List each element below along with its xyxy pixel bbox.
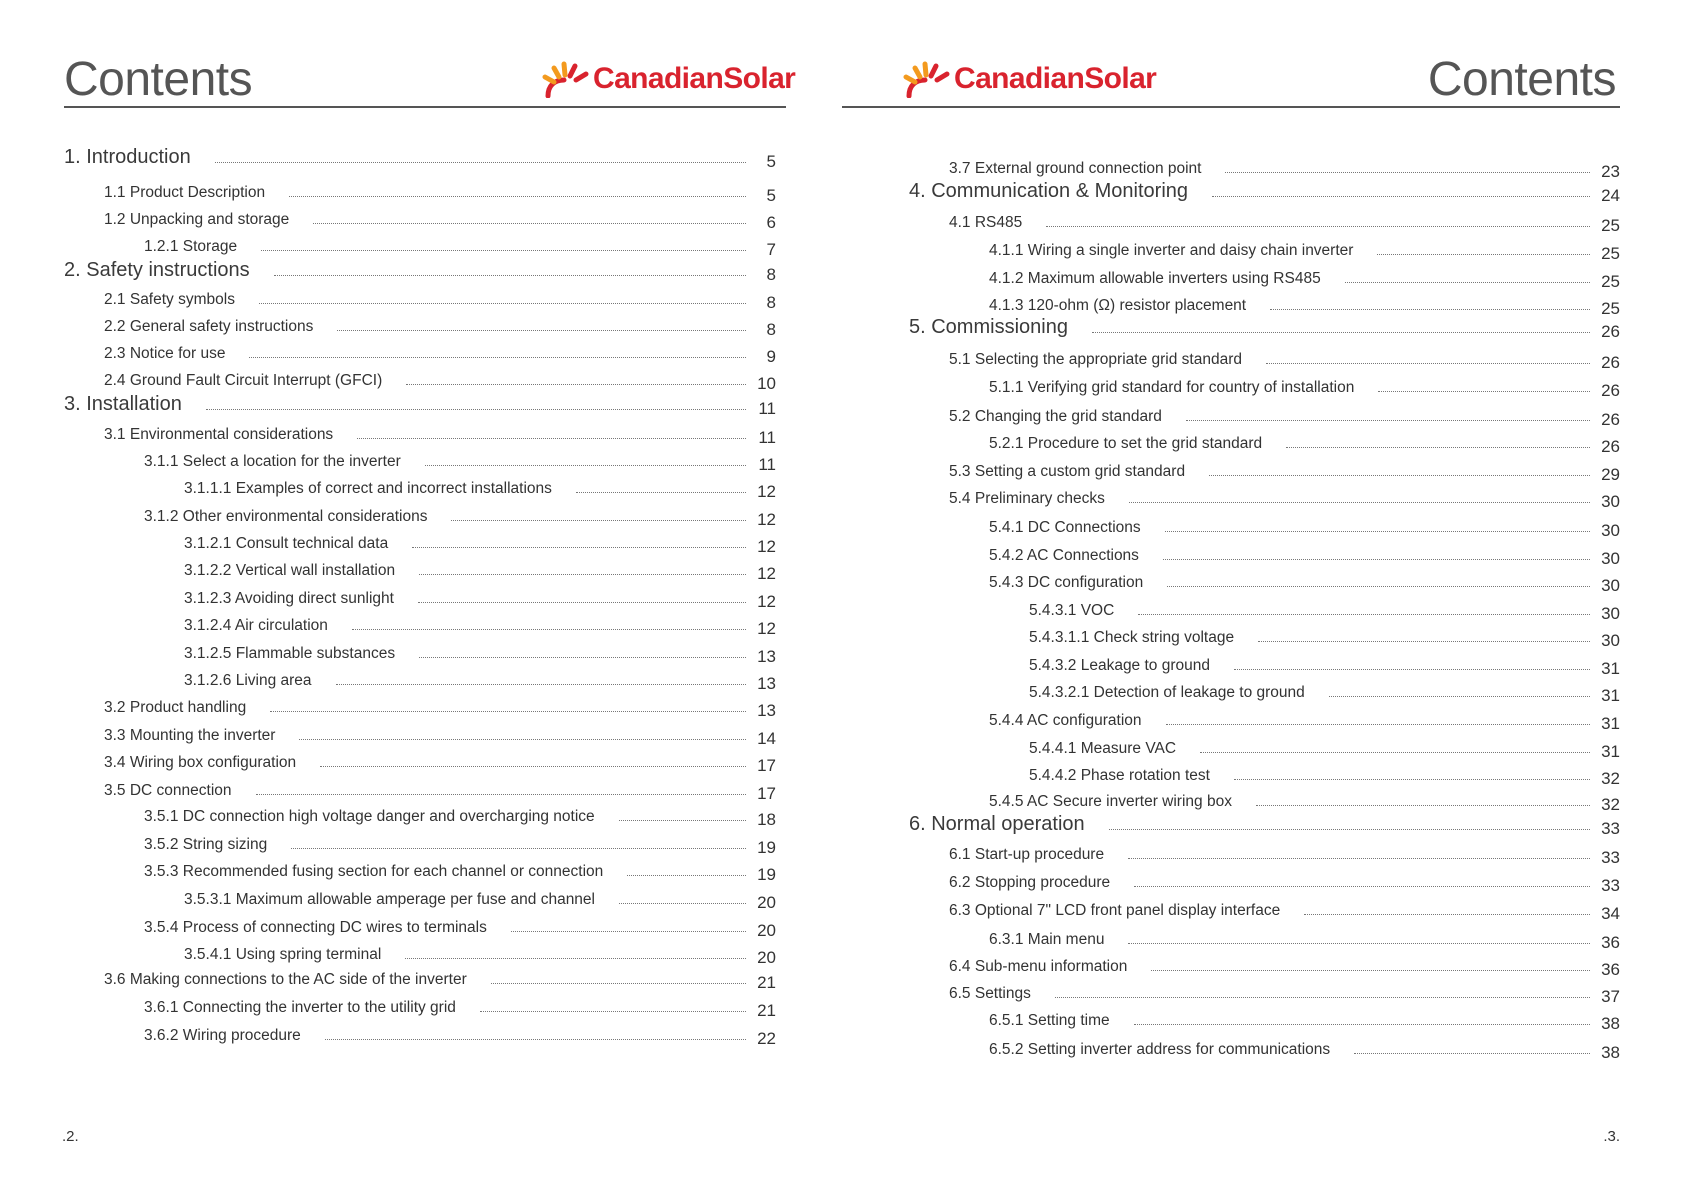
toc-entry-title: 3.5.3 Recommended fusing section for each channel or connection <box>144 863 604 880</box>
toc-entry[interactable] <box>144 995 776 1020</box>
toc-entry[interactable] <box>104 207 776 232</box>
toc-entry-title: 3.5.4 Process of connecting DC wires to terminals <box>144 919 487 936</box>
brand-name: CanadianSolar <box>954 62 1157 95</box>
toc-entry[interactable] <box>949 459 1620 484</box>
toc-entry[interactable] <box>64 259 776 284</box>
dot-leader <box>419 574 746 575</box>
toc-entry-page: 9 <box>766 347 776 366</box>
toc-entry[interactable] <box>104 967 776 992</box>
toc-entry-page: 12 <box>757 592 776 611</box>
toc-entry[interactable] <box>1029 625 1620 650</box>
toc-entry-page: 32 <box>1601 769 1620 788</box>
toc-entry[interactable] <box>949 898 1620 923</box>
toc-entry-page: 7 <box>766 240 776 259</box>
toc-entry-title: 5.3 Setting a custom grid standard <box>949 463 1186 480</box>
toc-entry-title: 3. Installation <box>64 393 182 415</box>
dot-leader <box>1234 669 1590 670</box>
toc-entry-title: 3.4 Wiring box configuration <box>104 754 297 771</box>
toc-entry-title: 3.1.2.2 Vertical wall installation <box>184 562 396 579</box>
toc-entry-page: 32 <box>1601 795 1620 814</box>
dot-leader <box>1256 805 1590 806</box>
toc-entry[interactable] <box>104 314 776 339</box>
toc-entry[interactable] <box>1029 680 1620 705</box>
toc-entry-title: 4.1.1 Wiring a single inverter and daisy chain inverter <box>989 242 1354 259</box>
dot-leader <box>405 958 746 959</box>
toc-entry-page: 18 <box>757 810 776 829</box>
toc-entry-title: 6.5.1 Setting time <box>989 1012 1110 1029</box>
toc-entry-title: 3.6.1 Connecting the inverter to the utility grid <box>144 999 456 1016</box>
toc-entry-page: 24 <box>1601 186 1620 205</box>
dot-leader <box>1286 447 1590 448</box>
toc-entry-page: 36 <box>1601 960 1620 979</box>
toc-entry[interactable] <box>144 504 776 529</box>
dot-leader <box>1234 779 1590 780</box>
page-number: .2. <box>62 1128 79 1145</box>
toc-entry-page: 25 <box>1601 299 1620 318</box>
toc-entry-title: 6.3.1 Main menu <box>989 931 1105 948</box>
toc-entry-page: 30 <box>1601 576 1620 595</box>
toc-entry-title: 6.5 Settings <box>949 985 1031 1002</box>
toc-entry[interactable] <box>989 708 1620 733</box>
toc-entry-page: 12 <box>757 510 776 529</box>
toc-entry-title: 3.5.3.1 Maximum allowable amperage per fuse and channel <box>184 891 595 908</box>
toc-entry-title: 3.1.2.4 Air circulation <box>184 617 328 634</box>
toc-entry-page: 30 <box>1601 549 1620 568</box>
toc-entry-page: 26 <box>1601 381 1620 400</box>
toc-entry-title: 2. Safety instructions <box>64 259 250 281</box>
toc-entry-title: 5.4.3.1.1 Check string voltage <box>1029 629 1235 646</box>
toc-entry-page: 34 <box>1601 904 1620 923</box>
dot-leader <box>289 196 746 197</box>
toc-entry-page: 20 <box>757 921 776 940</box>
dot-leader <box>1186 420 1590 421</box>
toc-entry-page: 31 <box>1601 659 1620 678</box>
toc-entry-title: 1. Introduction <box>64 146 191 168</box>
toc-entry-title: 6. Normal operation <box>909 813 1085 835</box>
toc-entry[interactable] <box>949 486 1620 511</box>
toc-entry[interactable] <box>64 393 776 418</box>
toc-entry[interactable] <box>104 695 776 720</box>
toc-entry[interactable] <box>104 778 776 803</box>
dot-leader <box>451 520 746 521</box>
toc-entry-title: 3.1.1 Select a location for the inverter <box>144 453 401 470</box>
toc-entry-title: 2.3 Notice for use <box>104 345 226 362</box>
toc-entry-page: 30 <box>1601 604 1620 623</box>
dot-leader <box>491 983 746 984</box>
toc-entry-page: 11 <box>758 428 776 447</box>
dot-leader <box>418 602 746 603</box>
dot-leader <box>1129 502 1590 503</box>
toc-entry-title: 3.1 Environmental considerations <box>104 426 334 443</box>
toc-entry[interactable] <box>184 613 776 638</box>
toc-entry[interactable] <box>184 476 776 501</box>
toc-entry-page: 12 <box>757 482 776 501</box>
dot-leader <box>1377 254 1590 255</box>
toc-entry-title: 3.1.1.1 Examples of correct and incorrect installations <box>184 480 552 497</box>
dot-leader <box>1266 363 1590 364</box>
toc-entry[interactable] <box>144 859 776 884</box>
toc-entry[interactable] <box>989 543 1620 568</box>
toc-entry-title: 4.1.3 120-ohm (Ω) resistor placement <box>989 297 1247 314</box>
toc-entry-title: 5.4.3 DC configuration <box>989 574 1144 591</box>
toc-entry-title: 3.5.2 String sizing <box>144 836 268 853</box>
dot-leader <box>480 1011 746 1012</box>
toc-entry-page: 17 <box>757 756 776 775</box>
dot-leader <box>1345 282 1590 283</box>
dot-leader <box>511 931 746 932</box>
toc-entry[interactable] <box>949 954 1620 979</box>
table-of-contents-right <box>842 0 1684 1189</box>
toc-entry-title: 6.3 Optional 7" LCD front panel display interface <box>949 902 1281 919</box>
dot-leader <box>1378 391 1590 392</box>
toc-entry-title: 5.4.3.2 Leakage to ground <box>1029 657 1210 674</box>
toc-entry-page: 37 <box>1601 987 1620 1006</box>
dot-leader <box>1329 696 1590 697</box>
dot-leader <box>336 684 746 685</box>
toc-entry-page: 11 <box>758 399 776 418</box>
dot-leader <box>249 357 746 358</box>
toc-entry[interactable] <box>104 723 776 748</box>
toc-entry-page: 26 <box>1601 353 1620 372</box>
toc-entry[interactable] <box>949 404 1620 429</box>
dot-leader <box>313 223 746 224</box>
toc-entry[interactable] <box>989 431 1620 456</box>
toc-entry[interactable] <box>104 422 776 447</box>
toc-entry-title: 3.1.2.3 Avoiding direct sunlight <box>184 590 394 607</box>
toc-entry-page: 33 <box>1601 876 1620 895</box>
toc-entry-page: 12 <box>757 537 776 556</box>
toc-entry-page: 25 <box>1601 272 1620 291</box>
toc-entry-title: 5. Commissioning <box>909 316 1068 338</box>
toc-entry-title: 1.1 Product Description <box>104 184 266 201</box>
toc-entry-page: 38 <box>1601 1014 1620 1033</box>
dot-leader <box>1200 752 1590 753</box>
toc-entry-title: 1.2 Unpacking and storage <box>104 211 290 228</box>
dot-leader <box>1163 559 1590 560</box>
toc-entry-title: 5.4.2 AC Connections <box>989 547 1139 564</box>
toc-entry-page: 6 <box>766 213 776 232</box>
toc-entry-page: 21 <box>757 1001 776 1020</box>
toc-entry[interactable] <box>989 515 1620 540</box>
dot-leader <box>412 547 746 548</box>
toc-entry-title: 3.1.2.1 Consult technical data <box>184 535 389 552</box>
toc-entry-page: 38 <box>1601 1043 1620 1062</box>
dot-leader <box>1167 586 1590 587</box>
toc-entry[interactable] <box>144 804 776 829</box>
toc-entry-page: 26 <box>1601 410 1620 429</box>
toc-entry[interactable] <box>1029 598 1620 623</box>
toc-entry[interactable] <box>949 842 1620 867</box>
dot-leader <box>1055 997 1590 998</box>
toc-entry-page: 8 <box>766 320 776 339</box>
toc-entry[interactable] <box>989 789 1620 814</box>
toc-entry[interactable] <box>144 234 776 259</box>
toc-entry[interactable] <box>989 1008 1620 1033</box>
toc-entry[interactable] <box>949 870 1620 895</box>
toc-entry-page: 8 <box>766 293 776 312</box>
toc-entry-title: 6.1 Start-up procedure <box>949 846 1105 863</box>
dot-leader <box>419 657 746 658</box>
toc-entry-title: 3.3 Mounting the inverter <box>104 727 276 744</box>
toc-entry-page: 19 <box>757 865 776 884</box>
toc-entry-page: 12 <box>757 564 776 583</box>
page-title: Contents <box>1427 53 1616 106</box>
dot-leader <box>325 1039 746 1040</box>
toc-entry-title: 5.2 Changing the grid standard <box>949 408 1162 425</box>
toc-entry-page: 14 <box>757 729 776 748</box>
dot-leader <box>425 465 746 466</box>
dot-leader <box>406 384 746 385</box>
toc-entry-title: 3.1.2.6 Living area <box>184 672 312 689</box>
dot-leader <box>1212 196 1590 197</box>
toc-entry-page: 12 <box>757 619 776 638</box>
toc-entry-title: 2.2 General safety instructions <box>104 318 314 335</box>
toc-entry-page: 20 <box>757 948 776 967</box>
brand-name: CanadianSolar <box>593 62 796 95</box>
toc-entry[interactable] <box>64 146 776 171</box>
toc-entry[interactable] <box>1029 763 1620 788</box>
dot-leader <box>337 330 746 331</box>
page-title: Contents <box>64 53 253 106</box>
toc-entry-title: 5.1 Selecting the appropriate grid standard <box>949 351 1242 368</box>
toc-entry-title: 5.1.1 Verifying grid standard for country of installation <box>989 379 1355 396</box>
toc-entry-page: 25 <box>1601 216 1620 235</box>
toc-entry-title: 1.2.1 Storage <box>144 238 238 255</box>
dot-leader <box>1165 531 1590 532</box>
toc-entry-page: 13 <box>757 701 776 720</box>
toc-entry-title: 2.4 Ground Fault Circuit Interrupt (GFCI) <box>104 372 383 389</box>
toc-entry-title: 6.4 Sub-menu information <box>949 958 1128 975</box>
toc-entry[interactable] <box>184 531 776 556</box>
dot-leader <box>576 492 746 493</box>
toc-entry-title: 5.4.4 AC configuration <box>989 712 1142 729</box>
dot-leader <box>1270 309 1590 310</box>
dot-leader <box>215 162 746 163</box>
toc-entry-page: 8 <box>766 265 776 284</box>
dot-leader <box>1109 829 1590 830</box>
toc-entry-page: 30 <box>1601 631 1620 650</box>
toc-entry-page: 30 <box>1601 492 1620 511</box>
dot-leader <box>1128 858 1590 859</box>
toc-entry[interactable] <box>144 1023 776 1048</box>
toc-entry-page: 33 <box>1601 848 1620 867</box>
toc-entry-title: 6.2 Stopping procedure <box>949 874 1111 891</box>
toc-entry-page: 31 <box>1601 742 1620 761</box>
toc-entry-page: 25 <box>1601 244 1620 263</box>
toc-entry[interactable] <box>909 180 1620 205</box>
toc-entry-title: 5.2.1 Procedure to set the grid standard <box>989 435 1263 452</box>
toc-entry[interactable] <box>104 287 776 312</box>
toc-entry-title: 5.4.3.2.1 Detection of leakage to ground <box>1029 684 1305 701</box>
toc-entry-title: 3.7 External ground connection point <box>949 160 1202 177</box>
toc-entry[interactable] <box>184 558 776 583</box>
dot-leader <box>1151 970 1590 971</box>
toc-entry-title: 5.4.4.2 Phase rotation test <box>1029 767 1210 784</box>
toc-entry-title: 2.1 Safety symbols <box>104 291 235 308</box>
toc-entry-page: 11 <box>758 455 776 474</box>
dot-leader <box>627 875 746 876</box>
dot-leader <box>261 250 746 251</box>
toc-entry-title: 3.1.2 Other environmental considerations <box>144 508 428 525</box>
toc-entry-title: 4. Communication & Monitoring <box>909 180 1189 202</box>
toc-entry-page: 33 <box>1601 819 1620 838</box>
toc-entry-title: 4.1 RS485 <box>949 214 1023 231</box>
dot-leader <box>320 766 746 767</box>
dot-leader <box>1128 943 1590 944</box>
toc-entry-page: 23 <box>1601 162 1620 181</box>
toc-entry-page: 30 <box>1601 521 1620 540</box>
toc-entry[interactable] <box>989 293 1620 318</box>
toc-entry[interactable] <box>184 887 776 912</box>
toc-entry-page: 13 <box>757 647 776 666</box>
toc-entry-title: 5.4.4.1 Measure VAC <box>1029 740 1177 757</box>
dot-leader <box>1138 614 1590 615</box>
dot-leader <box>619 903 746 904</box>
dot-leader <box>259 303 746 304</box>
toc-entry[interactable] <box>184 586 776 611</box>
toc-entry-title: 5.4.1 DC Connections <box>989 519 1141 536</box>
toc-entry-page: 29 <box>1601 465 1620 484</box>
toc-entry-page: 31 <box>1601 714 1620 733</box>
toc-entry-page: 26 <box>1601 322 1620 341</box>
dot-leader <box>357 438 746 439</box>
dot-leader <box>619 820 746 821</box>
dot-leader <box>1354 1053 1590 1054</box>
toc-entry-page: 10 <box>757 374 776 393</box>
toc-entry-title: 3.5 DC connection <box>104 782 232 799</box>
toc-entry-page: 31 <box>1601 686 1620 705</box>
toc-entry-title: 5.4.3.1 VOC <box>1029 602 1115 619</box>
dot-leader <box>1304 914 1590 915</box>
toc-entry-page: 26 <box>1601 437 1620 456</box>
toc-entry[interactable] <box>184 668 776 693</box>
dot-leader <box>352 629 746 630</box>
toc-entry-title: 3.1.2.5 Flammable substances <box>184 645 396 662</box>
dot-leader <box>1225 172 1590 173</box>
toc-entry-title: 3.5.4.1 Using spring terminal <box>184 946 382 963</box>
toc-entry[interactable] <box>989 927 1620 952</box>
dot-leader <box>1209 475 1590 476</box>
toc-entry-title: 5.4.5 AC Secure inverter wiring box <box>989 793 1232 810</box>
page-number: .3. <box>1603 1128 1620 1145</box>
dot-leader <box>1092 332 1590 333</box>
toc-entry-page: 20 <box>757 893 776 912</box>
toc-entry[interactable] <box>184 641 776 666</box>
toc-entry-title: 3.2 Product handling <box>104 699 247 716</box>
right-page <box>842 0 1684 1189</box>
dot-leader <box>1134 1024 1590 1025</box>
toc-entry[interactable] <box>104 750 776 775</box>
toc-entry-title: 5.4 Preliminary checks <box>949 490 1105 507</box>
toc-entry[interactable] <box>949 156 1620 181</box>
toc-entry-title: 3.6.2 Wiring procedure <box>144 1027 301 1044</box>
toc-entry[interactable] <box>104 180 776 205</box>
toc-entry[interactable] <box>144 832 776 857</box>
dot-leader <box>270 711 746 712</box>
toc-entry-title: 3.6 Making connections to the AC side of the inverter <box>104 971 467 988</box>
toc-entry-page: 5 <box>766 152 776 171</box>
toc-entry[interactable] <box>909 813 1620 838</box>
toc-entry[interactable] <box>1029 736 1620 761</box>
toc-entry[interactable] <box>909 316 1620 341</box>
toc-entry[interactable] <box>989 238 1620 263</box>
toc-entry-page: 21 <box>757 973 776 992</box>
dot-leader <box>1166 724 1590 725</box>
toc-entry[interactable] <box>989 375 1620 400</box>
toc-entry[interactable] <box>144 449 776 474</box>
dot-leader <box>299 739 746 740</box>
dot-leader <box>1258 641 1590 642</box>
dot-leader <box>274 275 746 276</box>
toc-entry[interactable] <box>949 210 1620 235</box>
toc-entry-title: 6.5.2 Setting inverter address for communications <box>989 1041 1331 1058</box>
toc-entry-title: 3.5.1 DC connection high voltage danger and overcharging notice <box>144 808 595 825</box>
toc-entry[interactable] <box>949 981 1620 1006</box>
toc-entry[interactable] <box>989 1037 1620 1062</box>
dot-leader <box>1134 886 1590 887</box>
toc-entry-page: 17 <box>757 784 776 803</box>
toc-entry[interactable] <box>184 942 776 967</box>
toc-entry[interactable] <box>1029 653 1620 678</box>
toc-entry[interactable] <box>949 347 1620 372</box>
toc-entry[interactable] <box>104 368 776 393</box>
toc-entry-page: 36 <box>1601 933 1620 952</box>
toc-entry-page: 13 <box>757 674 776 693</box>
dot-leader <box>291 848 746 849</box>
toc-entry[interactable] <box>989 266 1620 291</box>
toc-entry-title: 4.1.2 Maximum allowable inverters using RS485 <box>989 270 1321 287</box>
toc-entry[interactable] <box>989 570 1620 595</box>
toc-entry-page: 5 <box>766 186 776 205</box>
dot-leader <box>256 794 746 795</box>
toc-entry-page: 19 <box>757 838 776 857</box>
dot-leader <box>206 409 746 410</box>
toc-entry[interactable] <box>104 341 776 366</box>
toc-entry-page: 22 <box>757 1029 776 1048</box>
dot-leader <box>1046 226 1590 227</box>
toc-entry[interactable] <box>144 915 776 940</box>
